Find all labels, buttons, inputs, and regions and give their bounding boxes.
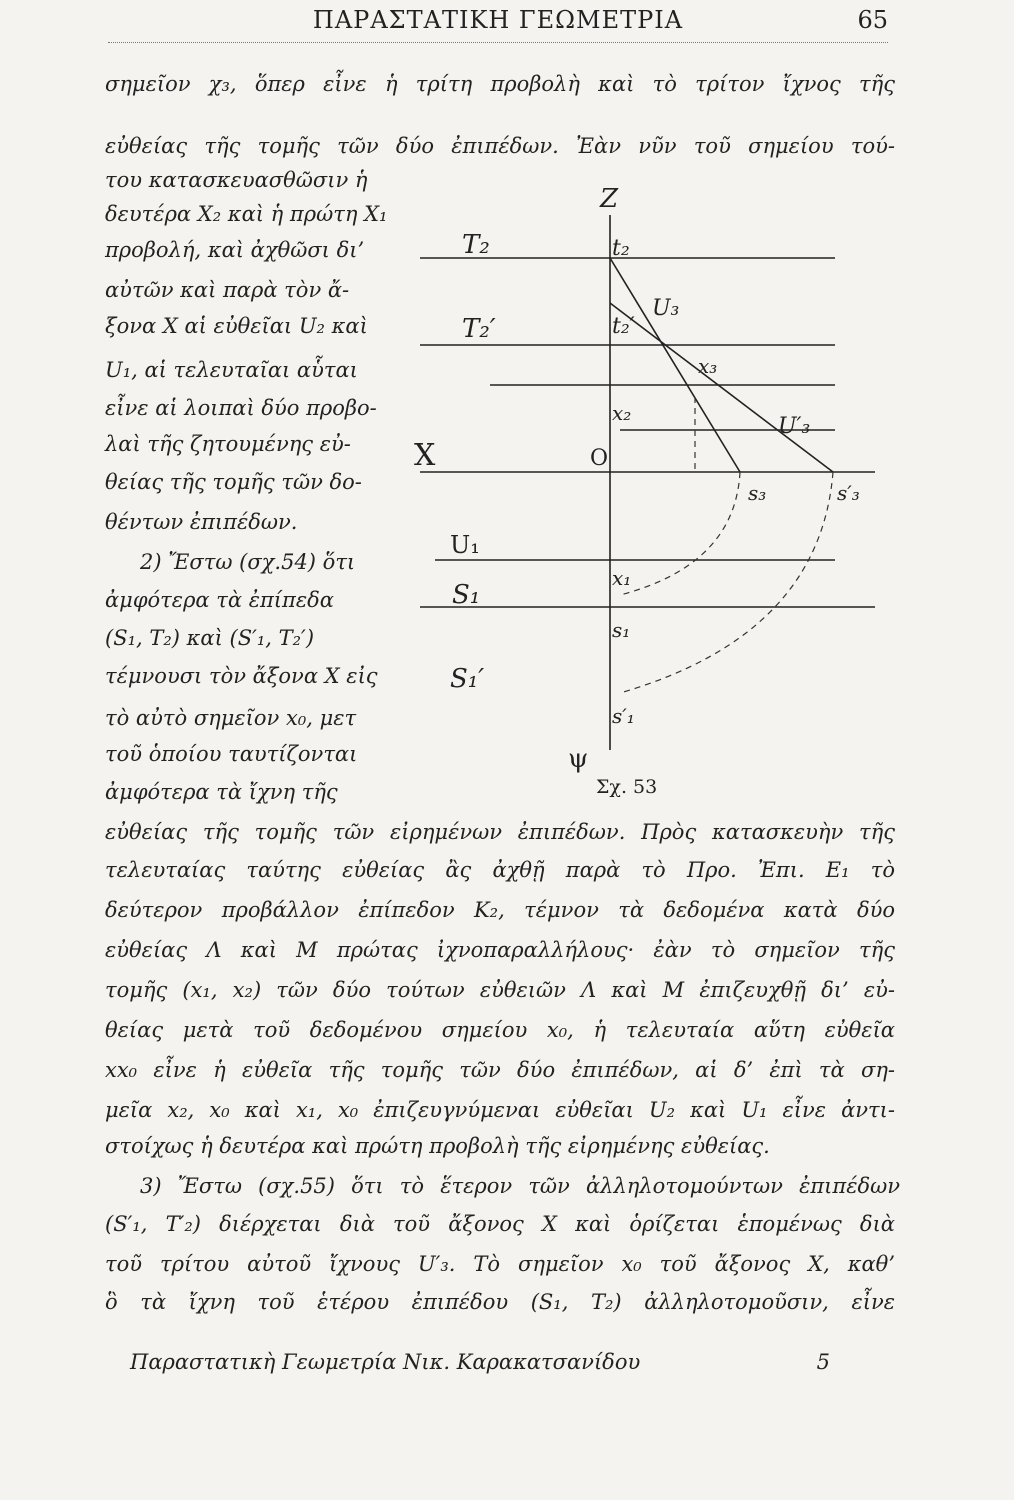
- arc-s3: [620, 472, 740, 595]
- text-line: τοῦ ὁποίου ταυτίζονται: [105, 742, 358, 766]
- label-s1-prime-small: s′₁: [612, 704, 635, 728]
- label-t2: T₂: [462, 230, 490, 260]
- text-line: εἶνε αἱ λοιπαὶ δύο προβο-: [105, 396, 377, 420]
- label-x3: x₃: [698, 354, 718, 378]
- text-line: xx₀ εἶνε ἡ εὐθεῖα τῆς τομῆς τῶν δύο ἐπιπέδων, αἱ δ’ ἐπὶ τὰ ση-: [105, 1058, 895, 1082]
- text-line: ὃ τὰ ἴχνη τοῦ ἑτέρου ἐπιπέδου (S₁, T₂) ἀλληλοτομοῦσιν, εἶνε: [105, 1290, 895, 1314]
- text-line: 3) Ἔστω (σχ.55) ὅτι τὸ ἕτερον τῶν ἀλληλοτομούντων ἐπιπέδων: [140, 1174, 900, 1198]
- text-line: αὐτῶν καὶ παρὰ τὸν ἄ-: [105, 278, 350, 302]
- label-x2: x₂: [612, 401, 632, 425]
- label-s1-small: s₁: [612, 618, 631, 642]
- label-u3-prime: U′₃: [778, 414, 811, 439]
- text-line: δεύτερον προβάλλον ἐπίπεδον K₂, τέμνον τὰ δεδομένα κατὰ δύο: [105, 898, 895, 922]
- label-s3-prime: s′₃: [837, 481, 860, 505]
- text-line: U₁, αἱ τελευταῖαι αὗται: [105, 358, 358, 382]
- text-line: ἀμφότερα τὰ ἐπίπεδα: [105, 588, 334, 612]
- label-psi: ψ: [568, 744, 589, 774]
- text-line: ἀμφότερα τὰ ἴχνη τῆς: [105, 780, 338, 804]
- label-t2-prime-small: t₂′: [612, 314, 635, 339]
- label-t2-small: t₂: [612, 236, 630, 261]
- label-s1-prime: S₁′: [450, 664, 485, 694]
- line-u3: [610, 258, 740, 472]
- label-s1: S₁: [452, 580, 481, 610]
- text-line: τέμνουσι τὸν ἄξονα X εἰς: [105, 664, 378, 688]
- text-line: (S₁, T₂) καὶ (S′₁, T₂′): [105, 626, 315, 650]
- figure-caption: Σχ. 53: [596, 776, 658, 798]
- text-line: τοῦ τρίτου αὐτοῦ ἴχνους U′₃. Τὸ σημεῖον x₀ τοῦ ἄξονος X, καθ’: [105, 1252, 895, 1276]
- running-title: ΠΑΡΑΣΤΑΤΙΚΗ ΓΕΩΜΕΤΡΙΑ: [312, 6, 684, 34]
- text-line: 2) Ἔστω (σχ.54) ὅτι: [140, 550, 356, 574]
- label-axis-x: X: [414, 438, 436, 473]
- label-u3: U₃: [652, 296, 680, 321]
- text-line: λαὶ τῆς ζητουμένης εὐ-: [105, 432, 351, 456]
- geometry-figure: [400, 175, 890, 785]
- page-number: 65: [857, 6, 888, 34]
- label-x1: x₁: [612, 566, 632, 590]
- label-t2-prime: T₂′: [462, 314, 496, 344]
- label-s3: s₃: [748, 481, 767, 505]
- text-line: στοίχως ἡ δευτέρα καὶ πρώτη προβολὴ τῆς εἰρημένης εὐθείας.: [105, 1134, 770, 1158]
- text-line: ξονα X αἱ εὐθεῖαι U₂ καὶ: [105, 314, 368, 338]
- label-z: Z: [600, 184, 619, 214]
- text-line: τομῆς (x₁, x₂) τῶν δύο τούτων εὐθειῶν Λ καὶ M ἐπιζευχθῇ δι’ εὐ-: [105, 978, 895, 1002]
- text-line: εὐθείας τῆς τομῆς τῶν εἰρημένων ἐπιπέδων. Πρὸς κατασκευὴν τῆς: [105, 820, 895, 844]
- text-line: θείας τῆς τομῆς τῶν δο-: [105, 470, 362, 494]
- text-line: δευτέρα X₂ καὶ ἡ πρώτη X₁: [105, 202, 388, 226]
- text-line: μεῖα x₂, x₀ καὶ x₁, x₀ ἐπιζευγνύμεναι εὐθεῖαι U₂ καὶ U₁ εἶνε ἀντι-: [105, 1098, 895, 1122]
- text-line: του κατασκευασθῶσιν ἡ: [105, 168, 368, 192]
- text-line: εὐθείας Λ καὶ M πρώτας ἰχνοπαραλλήλους· ἐὰν τὸ σημεῖον τῆς: [105, 938, 895, 962]
- page-footer: [130, 1350, 830, 1374]
- text-line: (S′₁, T′₂) διέρχεται διὰ τοῦ ἄξονος X καὶ ὁρίζεται ἑπομένως διὰ: [105, 1212, 895, 1236]
- label-u1: U₁: [450, 531, 480, 559]
- footer-signature: Παραστατικὴ Γεωμετρία Νικ. Καρακατσανίδου: [130, 1350, 641, 1374]
- label-origin-o: O: [590, 446, 609, 471]
- text-line: θέντων ἐπιπέδων.: [105, 510, 298, 534]
- arc-s3-prime: [620, 472, 833, 693]
- signature-number: 5: [816, 1350, 830, 1374]
- text-line: τελευταίας ταύτης εὐθείας ἂς ἀχθῇ παρὰ τὸ Προ. Ἐπι. E₁ τὸ: [105, 858, 895, 882]
- header-rule: [108, 42, 888, 43]
- text-line: τὸ αὐτὸ σημεῖον x₀, μετ: [105, 706, 357, 730]
- text-line: σημεῖον χ₃, ὅπερ εἶνε ἡ τρίτη προβολὴ καὶ τὸ τρίτον ἴχνος τῆς: [105, 72, 895, 96]
- line-u3-prime: [610, 303, 833, 472]
- text-line: εὐθείας τῆς τομῆς τῶν δύο ἐπιπέδων. Ἐὰν νῦν τοῦ σημείου τού-: [105, 134, 895, 158]
- text-line: θείας μετὰ τοῦ δεδομένου σημείου x₀, ἡ τελευταία αὕτη εὐθεῖα: [105, 1018, 895, 1042]
- text-line: προβολή, καὶ ἀχθῶσι δι’: [105, 238, 365, 262]
- page-header: [108, 4, 888, 40]
